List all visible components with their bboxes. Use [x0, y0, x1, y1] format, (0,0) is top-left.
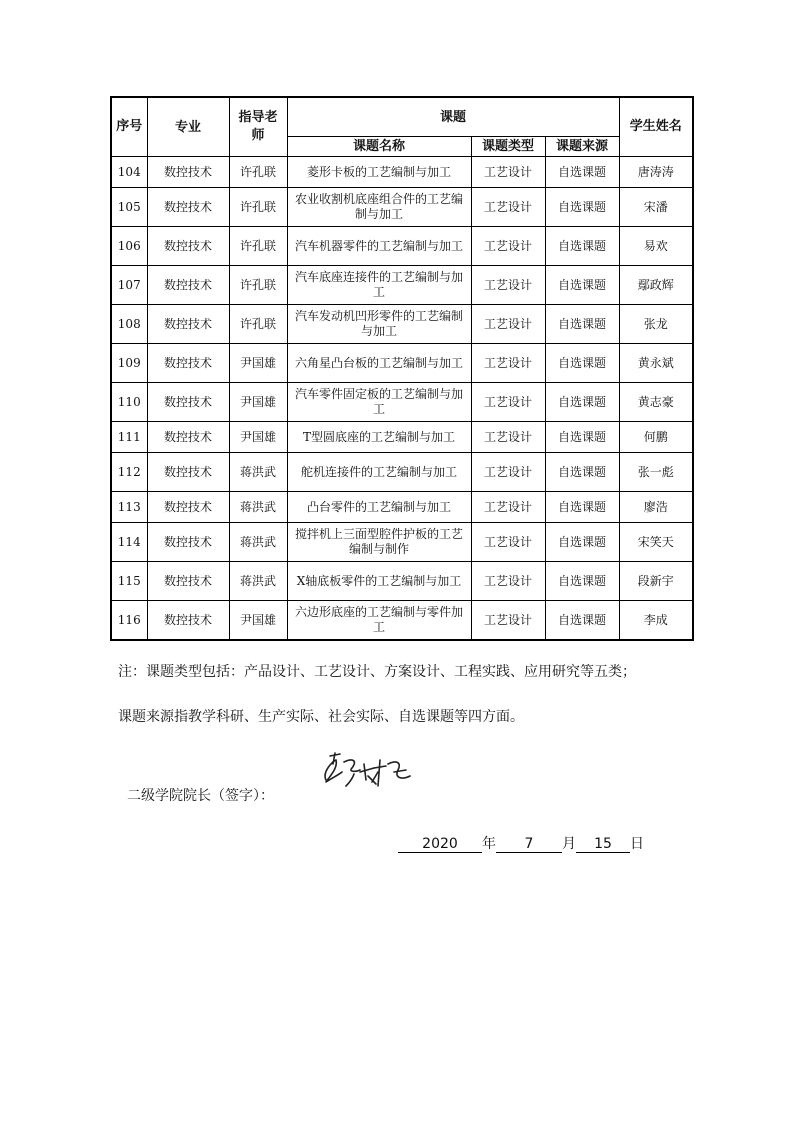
date-year-suffix: 年 — [482, 836, 496, 852]
cell-topic-type: 工艺设计 — [471, 562, 545, 601]
header-student: 学生姓名 — [619, 97, 693, 157]
cell-topic-name: 凸台零件的工艺编制与加工 — [287, 492, 471, 523]
cell-topic-source: 自选课题 — [545, 601, 619, 641]
date-year: 2020 — [398, 836, 482, 853]
cell-student: 唐涛涛 — [619, 157, 693, 188]
header-topic-name: 课题名称 — [287, 137, 471, 157]
cell-advisor: 蒋洪武 — [229, 523, 287, 562]
cell-student: 张一彪 — [619, 453, 693, 492]
cell-topic-name: 搅拌机上三面型腔件护板的工艺编制与制作 — [287, 523, 471, 562]
cell-major: 数控技术 — [147, 562, 229, 601]
cell-major: 数控技术 — [147, 523, 229, 562]
table-row — [111, 562, 693, 601]
cell-student: 何鹏 — [619, 422, 693, 453]
cell-topic-name: 农业收割机底座组合件的工艺编制与加工 — [287, 188, 471, 227]
cell-major: 数控技术 — [147, 601, 229, 641]
cell-topic-type: 工艺设计 — [471, 523, 545, 562]
cell-advisor: 许孔联 — [229, 305, 287, 344]
table-row — [111, 266, 693, 305]
cell-advisor: 许孔联 — [229, 188, 287, 227]
cell-topic-name: 六边形底座的工艺编制与零件加工 — [287, 601, 471, 641]
cell-topic-type: 工艺设计 — [471, 227, 545, 266]
cell-student: 宋潘 — [619, 188, 693, 227]
table-row — [111, 227, 693, 266]
cell-seq: 111 — [111, 422, 147, 453]
cell-advisor: 许孔联 — [229, 266, 287, 305]
table-row — [111, 157, 693, 188]
cell-topic-source: 自选课题 — [545, 492, 619, 523]
cell-major: 数控技术 — [147, 266, 229, 305]
cell-topic-type: 工艺设计 — [471, 453, 545, 492]
cell-major: 数控技术 — [147, 157, 229, 188]
cell-seq: 108 — [111, 305, 147, 344]
handwritten-signature — [318, 750, 418, 798]
cell-seq: 104 — [111, 157, 147, 188]
table-row — [111, 344, 693, 383]
cell-seq: 116 — [111, 601, 147, 641]
cell-seq: 109 — [111, 344, 147, 383]
cell-topic-name: 汽车机器零件的工艺编制与加工 — [287, 227, 471, 266]
cell-topic-name: 菱形卡板的工艺编制与加工 — [287, 157, 471, 188]
cell-student: 黄永斌 — [619, 344, 693, 383]
cell-seq: 105 — [111, 188, 147, 227]
cell-topic-source: 自选课题 — [545, 305, 619, 344]
cell-major: 数控技术 — [147, 453, 229, 492]
date-month: 7 — [496, 836, 562, 853]
cell-topic-name: 舵机连接件的工艺编制与加工 — [287, 453, 471, 492]
cell-seq: 107 — [111, 266, 147, 305]
cell-topic-name: X轴底板零件的工艺编制与加工 — [287, 562, 471, 601]
date-day: 15 — [576, 836, 630, 853]
cell-topic-source: 自选课题 — [545, 523, 619, 562]
cell-topic-source: 自选课题 — [545, 227, 619, 266]
cell-topic-type: 工艺设计 — [471, 344, 545, 383]
cell-topic-type: 工艺设计 — [471, 188, 545, 227]
cell-seq: 110 — [111, 383, 147, 422]
cell-topic-source: 自选课题 — [545, 562, 619, 601]
cell-major: 数控技术 — [147, 344, 229, 383]
topic-table — [110, 96, 694, 641]
cell-advisor: 许孔联 — [229, 227, 287, 266]
cell-topic-source: 自选课题 — [545, 266, 619, 305]
cell-seq: 115 — [111, 562, 147, 601]
cell-student: 李成 — [619, 601, 693, 641]
cell-student: 鄢政辉 — [619, 266, 693, 305]
header-row — [111, 97, 693, 137]
header-topic-type: 课题类型 — [471, 137, 545, 157]
cell-topic-source: 自选课题 — [545, 344, 619, 383]
note-topic-sources: 课题来源指教学科研、生产实际、社会实际、自选课题等四方面。 — [118, 709, 524, 725]
signature-label: 二级学院院长（签字）： — [127, 788, 274, 804]
cell-advisor: 尹国雄 — [229, 383, 287, 422]
cell-major: 数控技术 — [147, 227, 229, 266]
table-row — [111, 188, 693, 227]
cell-student: 张龙 — [619, 305, 693, 344]
date-day-suffix: 日 — [630, 836, 644, 852]
cell-topic-type: 工艺设计 — [471, 266, 545, 305]
table-row — [111, 601, 693, 641]
header-seq: 序号 — [111, 97, 147, 157]
cell-topic-source: 自选课题 — [545, 422, 619, 453]
cell-major: 数控技术 — [147, 305, 229, 344]
cell-major: 数控技术 — [147, 492, 229, 523]
cell-major: 数控技术 — [147, 383, 229, 422]
cell-topic-type: 工艺设计 — [471, 492, 545, 523]
table-body — [111, 157, 693, 641]
cell-topic-name: 六角星凸台板的工艺编制与加工 — [287, 344, 471, 383]
cell-topic-name: 汽车零件固定板的工艺编制与加工 — [287, 383, 471, 422]
cell-advisor: 蒋洪武 — [229, 562, 287, 601]
note-topic-types: 注：课题类型包括：产品设计、工艺设计、方案设计、工程实践、应用研究等五类； — [118, 664, 636, 680]
cell-topic-type: 工艺设计 — [471, 422, 545, 453]
cell-major: 数控技术 — [147, 188, 229, 227]
header-advisor: 指导老师 — [229, 97, 287, 157]
date-month-suffix: 月 — [562, 836, 576, 852]
cell-student: 易欢 — [619, 227, 693, 266]
cell-topic-name: T型圆底座的工艺编制与加工 — [287, 422, 471, 453]
cell-student: 宋笑天 — [619, 523, 693, 562]
cell-student: 廖浩 — [619, 492, 693, 523]
cell-topic-source: 自选课题 — [545, 188, 619, 227]
table-row — [111, 492, 693, 523]
cell-advisor: 许孔联 — [229, 157, 287, 188]
table-row — [111, 422, 693, 453]
cell-seq: 106 — [111, 227, 147, 266]
cell-topic-source: 自选课题 — [545, 453, 619, 492]
cell-advisor: 蒋洪武 — [229, 492, 287, 523]
cell-advisor: 尹国雄 — [229, 344, 287, 383]
cell-seq: 112 — [111, 453, 147, 492]
cell-seq: 113 — [111, 492, 147, 523]
table-row — [111, 383, 693, 422]
header-topic-source: 课题来源 — [545, 137, 619, 157]
cell-topic-type: 工艺设计 — [471, 601, 545, 641]
header-topic: 课题 — [287, 97, 619, 137]
header-major: 专业 — [147, 97, 229, 157]
date-line — [398, 833, 644, 853]
cell-topic-source: 自选课题 — [545, 383, 619, 422]
cell-advisor: 蒋洪武 — [229, 453, 287, 492]
cell-topic-type: 工艺设计 — [471, 383, 545, 422]
cell-seq: 114 — [111, 523, 147, 562]
cell-student: 黄志豪 — [619, 383, 693, 422]
cell-topic-name: 汽车发动机凹形零件的工艺编制与加工 — [287, 305, 471, 344]
table-row — [111, 523, 693, 562]
cell-topic-type: 工艺设计 — [471, 305, 545, 344]
cell-topic-source: 自选课题 — [545, 157, 619, 188]
cell-advisor: 尹国雄 — [229, 601, 287, 641]
cell-major: 数控技术 — [147, 422, 229, 453]
cell-topic-name: 汽车底座连接件的工艺编制与加工 — [287, 266, 471, 305]
cell-topic-type: 工艺设计 — [471, 157, 545, 188]
table-row — [111, 453, 693, 492]
table-row — [111, 305, 693, 344]
cell-student: 段新宇 — [619, 562, 693, 601]
cell-advisor: 尹国雄 — [229, 422, 287, 453]
